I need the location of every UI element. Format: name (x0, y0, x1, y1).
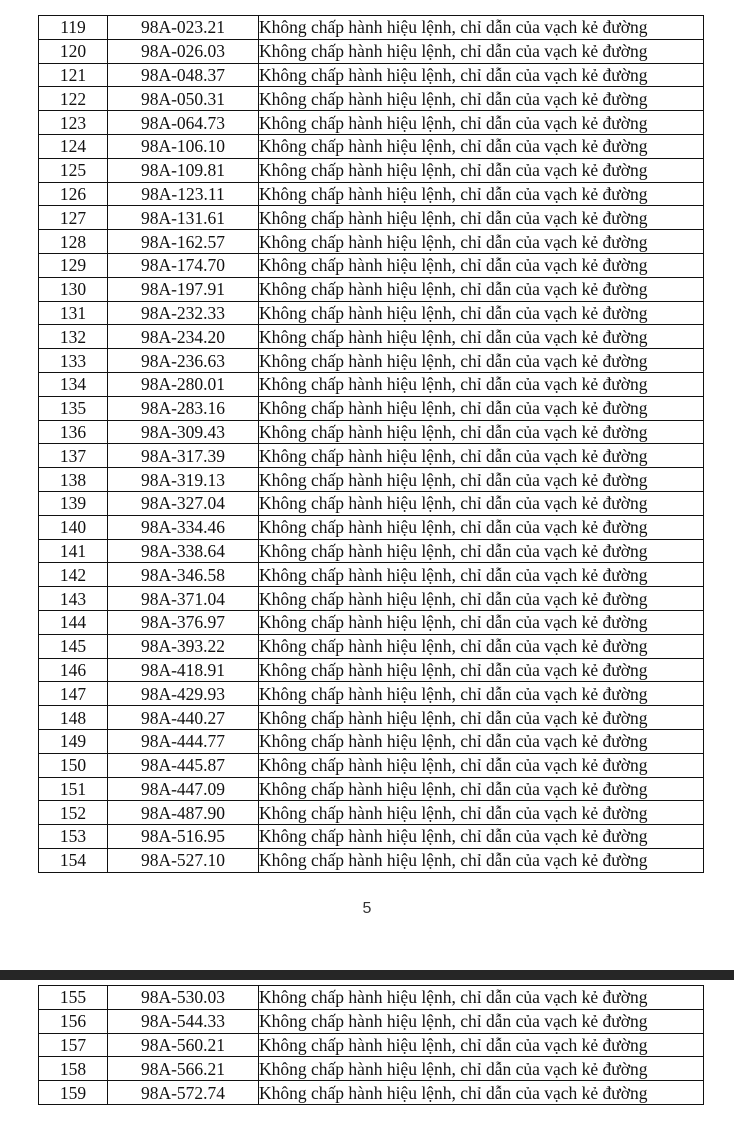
table-row (39, 182, 704, 206)
violation-cell: Không chấp hành hiệu lệnh, chỉ dẫn của vạch kẻ đường (259, 134, 704, 158)
violation-cell: Không chấp hành hiệu lệnh, chỉ dẫn của vạch kẻ đường (259, 515, 704, 539)
row-number-cell: 126 (39, 182, 108, 206)
row-number-cell: 130 (39, 277, 108, 301)
violation-table-page-5 (38, 15, 704, 873)
license-plate-cell: 98A-527.10 (108, 848, 259, 872)
row-number-cell: 131 (39, 301, 108, 325)
table-row (39, 301, 704, 325)
row-number-cell: 139 (39, 491, 108, 515)
violation-cell: Không chấp hành hiệu lệnh, chỉ dẫn của vạch kẻ đường (259, 587, 704, 611)
violation-cell: Không chấp hành hiệu lệnh, chỉ dẫn của vạch kẻ đường (259, 777, 704, 801)
license-plate-cell: 98A-429.93 (108, 682, 259, 706)
table-row (39, 1081, 704, 1105)
violation-cell: Không chấp hành hiệu lệnh, chỉ dẫn của vạch kẻ đường (259, 610, 704, 634)
violation-cell: Không chấp hành hiệu lệnh, chỉ dẫn của vạch kẻ đường (259, 301, 704, 325)
row-number-cell: 146 (39, 658, 108, 682)
table-row (39, 1009, 704, 1033)
license-plate-cell: 98A-234.20 (108, 325, 259, 349)
violation-cell: Không chấp hành hiệu lệnh, chỉ dẫn của vạch kẻ đường (259, 1009, 704, 1033)
row-number-cell: 136 (39, 420, 108, 444)
row-number-cell: 121 (39, 63, 108, 87)
violation-cell: Không chấp hành hiệu lệnh, chỉ dẫn của vạch kẻ đường (259, 349, 704, 373)
row-number-cell: 153 (39, 825, 108, 849)
violation-cell: Không chấp hành hiệu lệnh, chỉ dẫn của vạch kẻ đường (259, 801, 704, 825)
page-6 (0, 970, 734, 1148)
row-number-cell: 151 (39, 777, 108, 801)
violation-cell: Không chấp hành hiệu lệnh, chỉ dẫn của vạch kẻ đường (259, 634, 704, 658)
violation-cell: Không chấp hành hiệu lệnh, chỉ dẫn của vạch kẻ đường (259, 182, 704, 206)
table-row (39, 372, 704, 396)
violation-cell: Không chấp hành hiệu lệnh, chỉ dẫn của vạch kẻ đường (259, 825, 704, 849)
table-row (39, 682, 704, 706)
violation-cell: Không chấp hành hiệu lệnh, chỉ dẫn của vạch kẻ đường (259, 1057, 704, 1081)
table-row (39, 253, 704, 277)
table-row (39, 87, 704, 111)
table-row (39, 587, 704, 611)
license-plate-cell: 98A-560.21 (108, 1033, 259, 1057)
table-row (39, 420, 704, 444)
row-number-cell: 159 (39, 1081, 108, 1105)
table-row (39, 468, 704, 492)
violation-table-page-6 (38, 985, 704, 1105)
row-number-cell: 133 (39, 349, 108, 373)
violation-cell: Không chấp hành hiệu lệnh, chỉ dẫn của vạch kẻ đường (259, 682, 704, 706)
table-row (39, 349, 704, 373)
row-number-cell: 124 (39, 134, 108, 158)
license-plate-cell: 98A-232.33 (108, 301, 259, 325)
license-plate-cell: 98A-064.73 (108, 111, 259, 135)
table-row (39, 63, 704, 87)
license-plate-cell: 98A-123.11 (108, 182, 259, 206)
table-row (39, 396, 704, 420)
table-row (39, 444, 704, 468)
row-number-cell: 120 (39, 39, 108, 63)
license-plate-cell: 98A-309.43 (108, 420, 259, 444)
row-number-cell: 125 (39, 158, 108, 182)
table-row (39, 134, 704, 158)
violation-cell: Không chấp hành hiệu lệnh, chỉ dẫn của vạch kẻ đường (259, 87, 704, 111)
row-number-cell: 149 (39, 729, 108, 753)
row-number-cell: 128 (39, 230, 108, 254)
row-number-cell: 141 (39, 539, 108, 563)
license-plate-cell: 98A-109.81 (108, 158, 259, 182)
row-number-cell: 144 (39, 610, 108, 634)
license-plate-cell: 98A-338.64 (108, 539, 259, 563)
table-row (39, 986, 704, 1010)
license-plate-cell: 98A-236.63 (108, 349, 259, 373)
violation-cell: Không chấp hành hiệu lệnh, chỉ dẫn của vạch kẻ đường (259, 1033, 704, 1057)
license-plate-cell: 98A-197.91 (108, 277, 259, 301)
row-number-cell: 150 (39, 753, 108, 777)
license-plate-cell: 98A-317.39 (108, 444, 259, 468)
row-number-cell: 135 (39, 396, 108, 420)
table-row (39, 753, 704, 777)
row-number-cell: 148 (39, 706, 108, 730)
table-row (39, 325, 704, 349)
row-number-cell: 142 (39, 563, 108, 587)
violation-cell: Không chấp hành hiệu lệnh, chỉ dẫn của vạch kẻ đường (259, 111, 704, 135)
table-row (39, 539, 704, 563)
table-row (39, 563, 704, 587)
license-plate-cell: 98A-048.37 (108, 63, 259, 87)
license-plate-cell: 98A-530.03 (108, 986, 259, 1010)
violation-cell: Không chấp hành hiệu lệnh, chỉ dẫn của vạch kẻ đường (259, 16, 704, 40)
table-row (39, 158, 704, 182)
row-number-cell: 156 (39, 1009, 108, 1033)
license-plate-cell: 98A-440.27 (108, 706, 259, 730)
row-number-cell: 152 (39, 801, 108, 825)
table-row (39, 277, 704, 301)
license-plate-cell: 98A-283.16 (108, 396, 259, 420)
page-number: 5 (362, 900, 372, 917)
row-number-cell: 127 (39, 206, 108, 230)
table-row (39, 610, 704, 634)
violation-cell: Không chấp hành hiệu lệnh, chỉ dẫn của vạch kẻ đường (259, 253, 704, 277)
violation-cell: Không chấp hành hiệu lệnh, chỉ dẫn của vạch kẻ đường (259, 848, 704, 872)
table-row (39, 230, 704, 254)
table-row (39, 729, 704, 753)
table-row (39, 491, 704, 515)
violation-cell: Không chấp hành hiệu lệnh, chỉ dẫn của vạch kẻ đường (259, 563, 704, 587)
row-number-cell: 132 (39, 325, 108, 349)
table-row (39, 111, 704, 135)
violation-cell: Không chấp hành hiệu lệnh, chỉ dẫn của vạch kẻ đường (259, 658, 704, 682)
row-number-cell: 143 (39, 587, 108, 611)
table-row (39, 801, 704, 825)
violation-cell: Không chấp hành hiệu lệnh, chỉ dẫn của vạch kẻ đường (259, 277, 704, 301)
license-plate-cell: 98A-346.58 (108, 563, 259, 587)
violation-table-body (39, 986, 704, 1105)
violation-cell: Không chấp hành hiệu lệnh, chỉ dẫn của vạch kẻ đường (259, 753, 704, 777)
license-plate-cell: 98A-026.03 (108, 39, 259, 63)
violation-cell: Không chấp hành hiệu lệnh, chỉ dẫn của vạch kẻ đường (259, 206, 704, 230)
row-number-cell: 122 (39, 87, 108, 111)
license-plate-cell: 98A-393.22 (108, 634, 259, 658)
violation-cell: Không chấp hành hiệu lệnh, chỉ dẫn của vạch kẻ đường (259, 986, 704, 1010)
table-row (39, 1033, 704, 1057)
license-plate-cell: 98A-444.77 (108, 729, 259, 753)
license-plate-cell: 98A-334.46 (108, 515, 259, 539)
table-row (39, 1057, 704, 1081)
row-number-cell: 145 (39, 634, 108, 658)
license-plate-cell: 98A-445.87 (108, 753, 259, 777)
license-plate-cell: 98A-106.10 (108, 134, 259, 158)
violation-cell: Không chấp hành hiệu lệnh, chỉ dẫn của vạch kẻ đường (259, 468, 704, 492)
license-plate-cell: 98A-487.90 (108, 801, 259, 825)
table-row (39, 848, 704, 872)
violation-cell: Không chấp hành hiệu lệnh, chỉ dẫn của vạch kẻ đường (259, 230, 704, 254)
row-number-cell: 123 (39, 111, 108, 135)
row-number-cell: 138 (39, 468, 108, 492)
row-number-cell: 155 (39, 986, 108, 1010)
violation-cell: Không chấp hành hiệu lệnh, chỉ dẫn của vạch kẻ đường (259, 396, 704, 420)
row-number-cell: 140 (39, 515, 108, 539)
violation-cell: Không chấp hành hiệu lệnh, chỉ dẫn của vạch kẻ đường (259, 539, 704, 563)
license-plate-cell: 98A-050.31 (108, 87, 259, 111)
license-plate-cell: 98A-280.01 (108, 372, 259, 396)
table-row (39, 634, 704, 658)
violation-cell: Không chấp hành hiệu lệnh, chỉ dẫn của vạch kẻ đường (259, 63, 704, 87)
violation-cell: Không chấp hành hiệu lệnh, chỉ dẫn của vạch kẻ đường (259, 420, 704, 444)
license-plate-cell: 98A-162.57 (108, 230, 259, 254)
violation-cell: Không chấp hành hiệu lệnh, chỉ dẫn của vạch kẻ đường (259, 491, 704, 515)
table-row (39, 777, 704, 801)
row-number-cell: 129 (39, 253, 108, 277)
row-number-cell: 158 (39, 1057, 108, 1081)
page-separator (0, 970, 734, 980)
license-plate-cell: 98A-418.91 (108, 658, 259, 682)
license-plate-cell: 98A-376.97 (108, 610, 259, 634)
table-row (39, 16, 704, 40)
violation-cell: Không chấp hành hiệu lệnh, chỉ dẫn của vạch kẻ đường (259, 39, 704, 63)
violation-cell: Không chấp hành hiệu lệnh, chỉ dẫn của vạch kẻ đường (259, 158, 704, 182)
violation-cell: Không chấp hành hiệu lệnh, chỉ dẫn của vạch kẻ đường (259, 729, 704, 753)
license-plate-cell: 98A-131.61 (108, 206, 259, 230)
license-plate-cell: 98A-544.33 (108, 1009, 259, 1033)
license-plate-cell: 98A-327.04 (108, 491, 259, 515)
violation-table-body (39, 16, 704, 873)
license-plate-cell: 98A-371.04 (108, 587, 259, 611)
license-plate-cell: 98A-319.13 (108, 468, 259, 492)
table-row (39, 825, 704, 849)
row-number-cell: 119 (39, 16, 108, 40)
license-plate-cell: 98A-572.74 (108, 1081, 259, 1105)
row-number-cell: 137 (39, 444, 108, 468)
row-number-cell: 134 (39, 372, 108, 396)
table-row (39, 706, 704, 730)
violation-cell: Không chấp hành hiệu lệnh, chỉ dẫn của vạch kẻ đường (259, 706, 704, 730)
table-row (39, 658, 704, 682)
license-plate-cell: 98A-566.21 (108, 1057, 259, 1081)
table-row (39, 206, 704, 230)
row-number-cell: 147 (39, 682, 108, 706)
row-number-cell: 154 (39, 848, 108, 872)
violation-cell: Không chấp hành hiệu lệnh, chỉ dẫn của vạch kẻ đường (259, 1081, 704, 1105)
license-plate-cell: 98A-174.70 (108, 253, 259, 277)
violation-cell: Không chấp hành hiệu lệnh, chỉ dẫn của vạch kẻ đường (259, 444, 704, 468)
row-number-cell: 157 (39, 1033, 108, 1057)
license-plate-cell: 98A-023.21 (108, 16, 259, 40)
license-plate-cell: 98A-447.09 (108, 777, 259, 801)
table-row (39, 39, 704, 63)
violation-cell: Không chấp hành hiệu lệnh, chỉ dẫn của vạch kẻ đường (259, 372, 704, 396)
table-row (39, 515, 704, 539)
violation-cell: Không chấp hành hiệu lệnh, chỉ dẫn của vạch kẻ đường (259, 325, 704, 349)
license-plate-cell: 98A-516.95 (108, 825, 259, 849)
